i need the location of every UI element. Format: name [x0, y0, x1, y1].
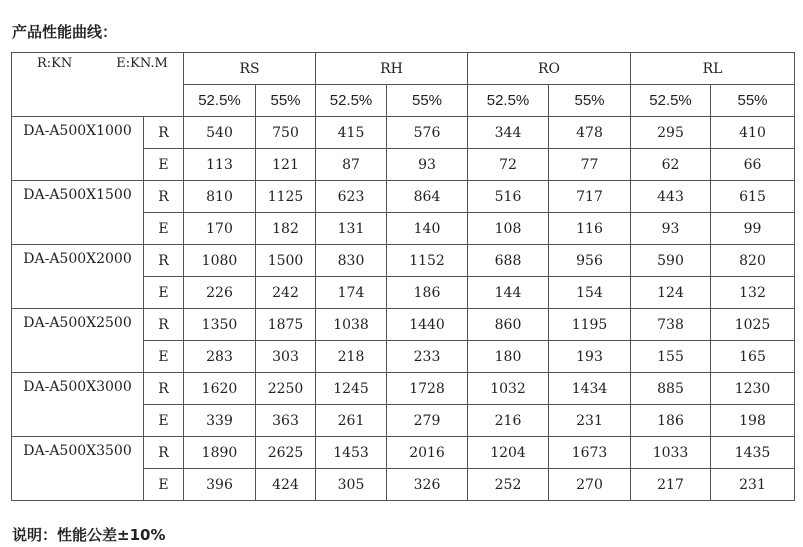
table-row: [12, 245, 795, 277]
value-cell: 1230: [711, 373, 795, 405]
value-cell: 410: [711, 117, 795, 149]
percent-header: 55%: [549, 85, 631, 117]
percent-header: 52.5%: [631, 85, 711, 117]
value-cell: 576: [387, 117, 468, 149]
value-cell: 216: [468, 405, 549, 437]
row-type: R: [144, 437, 184, 469]
percent-header: 55%: [711, 85, 795, 117]
value-cell: 1152: [387, 245, 468, 277]
value-cell: 1195: [549, 309, 631, 341]
percent-header: 52.5%: [468, 85, 549, 117]
value-cell: 717: [549, 181, 631, 213]
value-cell: 231: [711, 469, 795, 501]
percent-header: 55%: [387, 85, 468, 117]
value-cell: 326: [387, 469, 468, 501]
model-name: DA-A500X1000: [12, 117, 144, 181]
percent-header: 55%: [256, 85, 316, 117]
value-cell: 396: [184, 469, 256, 501]
value-cell: 270: [549, 469, 631, 501]
model-name: DA-A500X3000: [12, 373, 144, 437]
value-cell: 1500: [256, 245, 316, 277]
value-cell: 72: [468, 149, 549, 181]
row-type: E: [144, 149, 184, 181]
model-name: DA-A500X3500: [12, 437, 144, 501]
row-type: E: [144, 405, 184, 437]
value-cell: 956: [549, 245, 631, 277]
value-cell: 1673: [549, 437, 631, 469]
value-cell: 688: [468, 245, 549, 277]
value-cell: 217: [631, 469, 711, 501]
value-cell: 279: [387, 405, 468, 437]
value-cell: 1204: [468, 437, 549, 469]
value-cell: 99: [711, 213, 795, 245]
value-cell: 226: [184, 277, 256, 309]
value-cell: 1875: [256, 309, 316, 341]
table-row: [12, 373, 795, 405]
value-cell: 295: [631, 117, 711, 149]
row-type: R: [144, 245, 184, 277]
value-cell: 1032: [468, 373, 549, 405]
value-cell: 1890: [184, 437, 256, 469]
value-cell: 303: [256, 341, 316, 373]
row-type: R: [144, 309, 184, 341]
table-row: [12, 309, 795, 341]
table-row: [12, 117, 795, 149]
value-cell: 93: [387, 149, 468, 181]
tolerance-note: 说明：性能公差±10%: [12, 526, 166, 544]
value-cell: 165: [711, 341, 795, 373]
percent-header: 52.5%: [316, 85, 387, 117]
group-header-ro: RO: [468, 53, 631, 85]
group-header-rl: RL: [631, 53, 795, 85]
row-type: R: [144, 181, 184, 213]
value-cell: 154: [549, 277, 631, 309]
value-cell: 415: [316, 117, 387, 149]
value-cell: 2250: [256, 373, 316, 405]
value-cell: 93: [631, 213, 711, 245]
value-cell: 218: [316, 341, 387, 373]
group-header-rh: RH: [316, 53, 468, 85]
value-cell: 540: [184, 117, 256, 149]
value-cell: 1033: [631, 437, 711, 469]
value-cell: 2625: [256, 437, 316, 469]
row-type: E: [144, 213, 184, 245]
table-row: [12, 437, 795, 469]
value-cell: 443: [631, 181, 711, 213]
value-cell: 283: [184, 341, 256, 373]
value-cell: 132: [711, 277, 795, 309]
value-cell: 1350: [184, 309, 256, 341]
value-cell: 1245: [316, 373, 387, 405]
value-cell: 77: [549, 149, 631, 181]
e-unit-label: E:KN.M: [116, 56, 168, 71]
value-cell: 231: [549, 405, 631, 437]
value-cell: 339: [184, 405, 256, 437]
row-type: E: [144, 469, 184, 501]
value-cell: 885: [631, 373, 711, 405]
value-cell: 193: [549, 341, 631, 373]
value-cell: 252: [468, 469, 549, 501]
model-name: DA-A500X2500: [12, 309, 144, 373]
row-type: E: [144, 341, 184, 373]
value-cell: 615: [711, 181, 795, 213]
row-type: E: [144, 277, 184, 309]
value-cell: 198: [711, 405, 795, 437]
value-cell: 1728: [387, 373, 468, 405]
row-type: R: [144, 117, 184, 149]
performance-table: [11, 52, 795, 501]
value-cell: 124: [631, 277, 711, 309]
value-cell: 116: [549, 213, 631, 245]
value-cell: 233: [387, 341, 468, 373]
value-cell: 516: [468, 181, 549, 213]
value-cell: 1080: [184, 245, 256, 277]
value-cell: 108: [468, 213, 549, 245]
value-cell: 1453: [316, 437, 387, 469]
percent-header: 52.5%: [184, 85, 256, 117]
value-cell: 860: [468, 309, 549, 341]
value-cell: 1620: [184, 373, 256, 405]
r-unit-label: R:KN: [37, 56, 73, 71]
row-type: R: [144, 373, 184, 405]
value-cell: 186: [631, 405, 711, 437]
value-cell: 170: [184, 213, 256, 245]
value-cell: 62: [631, 149, 711, 181]
value-cell: 1434: [549, 373, 631, 405]
value-cell: 155: [631, 341, 711, 373]
value-cell: 738: [631, 309, 711, 341]
group-header-rs: RS: [184, 53, 316, 85]
value-cell: 820: [711, 245, 795, 277]
value-cell: 1125: [256, 181, 316, 213]
value-cell: 131: [316, 213, 387, 245]
units-legend: [12, 53, 184, 117]
value-cell: 363: [256, 405, 316, 437]
value-cell: 478: [549, 117, 631, 149]
value-cell: 590: [631, 245, 711, 277]
value-cell: 121: [256, 149, 316, 181]
value-cell: 261: [316, 405, 387, 437]
value-cell: 830: [316, 245, 387, 277]
value-cell: 66: [711, 149, 795, 181]
value-cell: 424: [256, 469, 316, 501]
value-cell: 174: [316, 277, 387, 309]
value-cell: 1025: [711, 309, 795, 341]
value-cell: 750: [256, 117, 316, 149]
value-cell: 305: [316, 469, 387, 501]
value-cell: 2016: [387, 437, 468, 469]
value-cell: 182: [256, 213, 316, 245]
value-cell: 1440: [387, 309, 468, 341]
table-row: [12, 181, 795, 213]
value-cell: 186: [387, 277, 468, 309]
value-cell: 87: [316, 149, 387, 181]
value-cell: 1038: [316, 309, 387, 341]
model-name: DA-A500X2000: [12, 245, 144, 309]
value-cell: 810: [184, 181, 256, 213]
value-cell: 144: [468, 277, 549, 309]
model-name: DA-A500X1500: [12, 181, 144, 245]
value-cell: 1435: [711, 437, 795, 469]
value-cell: 113: [184, 149, 256, 181]
value-cell: 623: [316, 181, 387, 213]
value-cell: 140: [387, 213, 468, 245]
value-cell: 180: [468, 341, 549, 373]
value-cell: 344: [468, 117, 549, 149]
page-title: 产品性能曲线：: [12, 23, 118, 41]
value-cell: 242: [256, 277, 316, 309]
value-cell: 864: [387, 181, 468, 213]
